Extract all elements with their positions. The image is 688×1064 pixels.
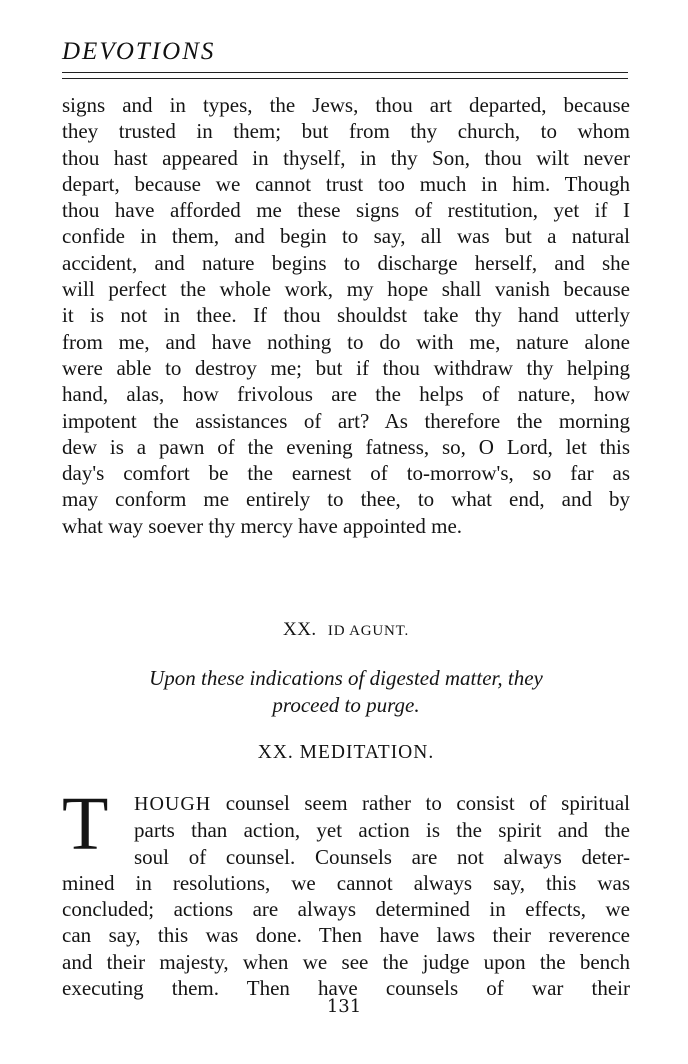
text-line: and their majesty, when we see the judge upon the bench <box>62 949 630 974</box>
text-line: signs and in types, the Jews, thou art departed, because <box>62 93 630 117</box>
drop-cap: T <box>62 782 109 866</box>
header-double-rule <box>62 72 628 79</box>
text-line: hand, alas, how frivolous are the helps of nature, how <box>62 382 630 407</box>
text-line: dew is a pawn of the evening fatness, so, O Lord, let this <box>62 434 630 459</box>
body-paragraph <box>62 92 630 539</box>
text-line: thou have afforded me these signs of restitution, yet if I <box>62 198 630 223</box>
text-line: soul of counsel. Counsels are not always deter- <box>134 844 630 869</box>
meditation-paragraph <box>62 790 630 1001</box>
argument-line: Upon these indications of digested matter, they <box>149 666 543 690</box>
text-line: were able to destroy me; but if thou withdraw thy helping <box>62 355 630 380</box>
text-line: impotent the assistances of art? As therefore the morning <box>62 408 630 433</box>
section-latin-heading <box>62 619 630 641</box>
text-line: accident, and nature begins to discharge herself, and she <box>62 250 630 275</box>
text-line: they trusted in them; but from thy church, to whom <box>62 119 630 144</box>
section-argument <box>62 665 630 719</box>
running-head: DEVOTIONS <box>62 38 216 65</box>
meditation-heading: XX. MEDITATION. <box>257 742 435 763</box>
section-number: XX. <box>282 619 317 640</box>
argument-line: proceed to purge. <box>272 693 420 717</box>
text-line: confide in them, and begin to say, all was but a natural <box>62 224 630 249</box>
text-line: parts than action, yet action is the spirit and the <box>134 818 630 843</box>
text-line: thou hast appeared in thyself, in thy Son, thou wilt never <box>62 145 630 170</box>
text-line: it is not in thee. If thou shouldst take thy hand utterly <box>62 303 630 328</box>
drop-cap-continuation: HOUGH <box>134 793 212 815</box>
text-line: executing them. Then have counsels of war their <box>62 976 630 1001</box>
text-line <box>62 790 630 817</box>
text-line: will perfect the whole work, my hope shall vanish because <box>62 277 630 302</box>
section-latin-title: ID AGUNT. <box>327 623 410 639</box>
text-line: day's comfort be the earnest of to-morrow's, so far as <box>62 461 630 486</box>
text-line-fragment: counsel seem rather to consist of spiritual <box>211 791 630 815</box>
page-number: 131 <box>326 996 362 1017</box>
text-line: may conform me entirely to thee, to what end, and by <box>62 487 630 512</box>
text-line: concluded; actions are always determined in effects, we <box>62 897 630 922</box>
text-line-last: what way soever thy mercy have appointed me. <box>62 513 463 538</box>
text-line: from me, and have nothing to do with me, nature alone <box>62 329 630 354</box>
text-line: depart, because we cannot trust too much in him. Though <box>62 171 630 196</box>
text-line: can say, this was done. Then have laws their reverence <box>62 923 630 948</box>
text-line: mined in resolutions, we cannot always say, this was <box>62 870 630 895</box>
